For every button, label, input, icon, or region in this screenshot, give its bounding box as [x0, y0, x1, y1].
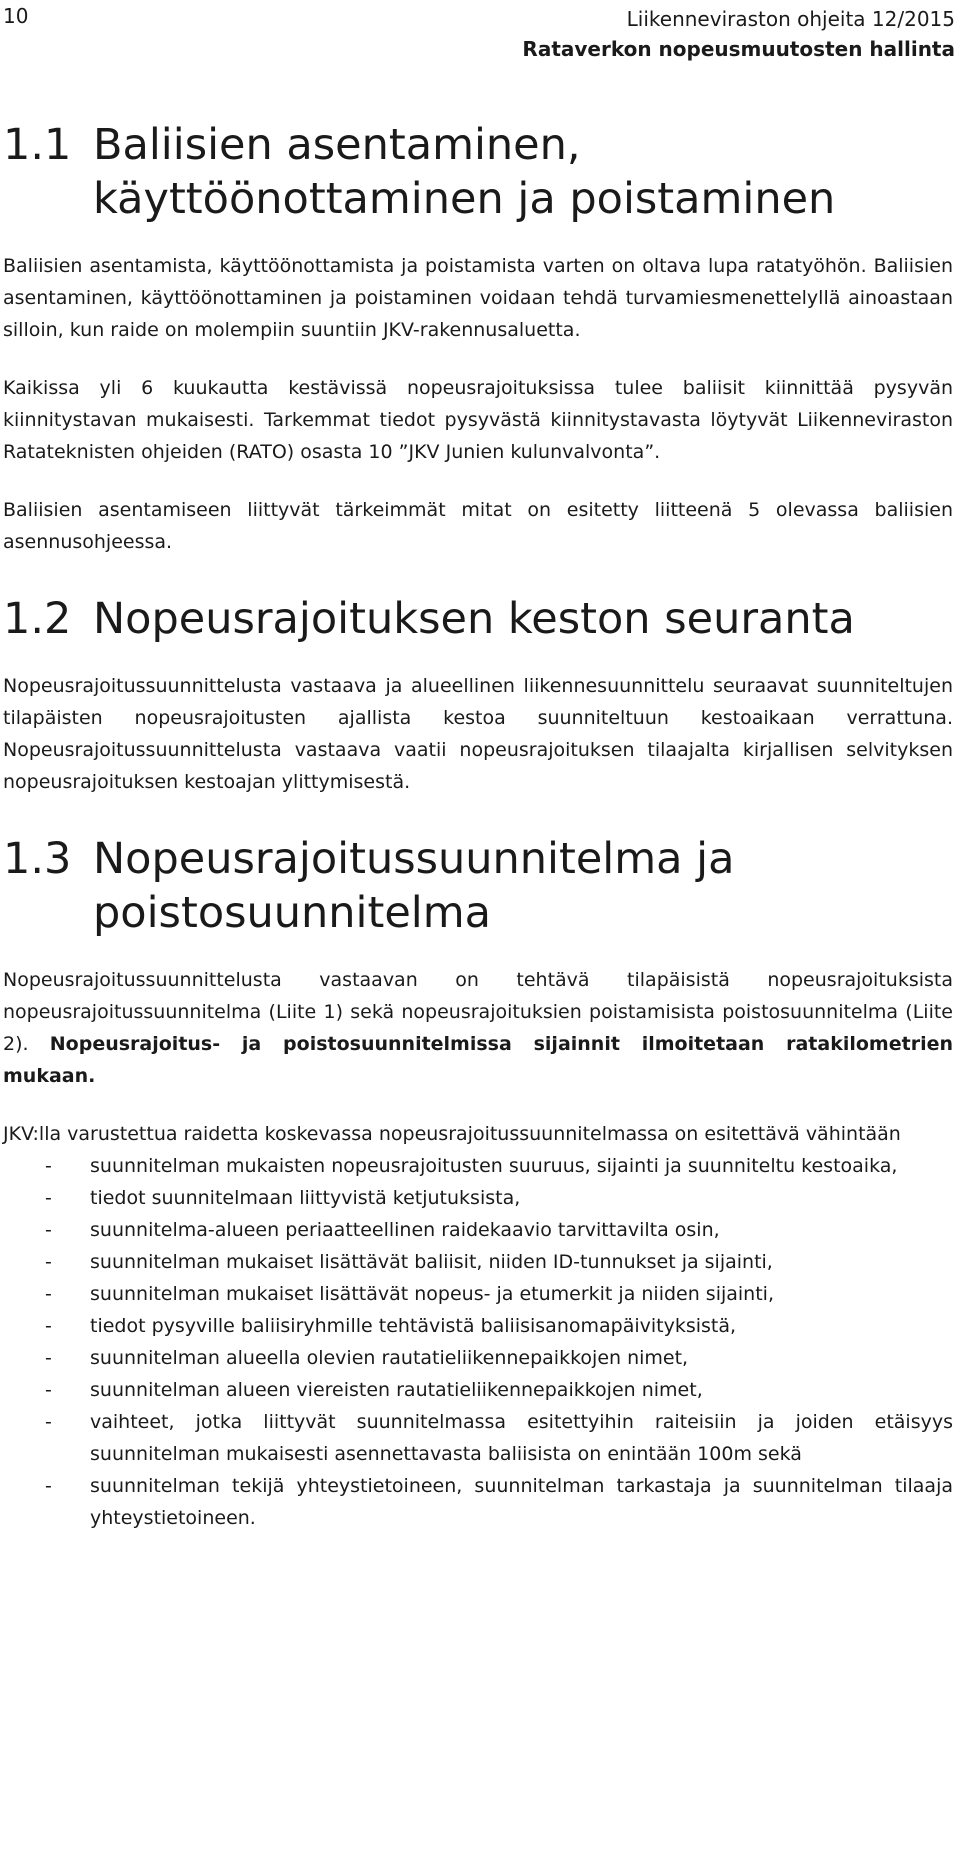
- list-item-text: suunnitelman mukaisten nopeusrajoitusten suuruus, sijainti ja suunniteltu kestoaika,: [90, 1155, 898, 1177]
- page-header: [0, 2, 960, 62]
- section-number: 1.2: [3, 594, 72, 644]
- paragraph: Baliisien asentamiseen liittyvät tärkeimmät mitat on esitetty liitteenä 5 olevassa baliisien asennusohjeessa.: [3, 499, 953, 553]
- list-marker: -: [45, 1347, 52, 1369]
- section-title: Baliisien asentaminen, käyttöönottaminen ja poistaminen: [93, 120, 836, 224]
- list-item-text: suunnitelma-alueen periaatteellinen raidekaavio tarvittavilta osin,: [90, 1219, 720, 1241]
- document-title: Rataverkon nopeusmuutosten hallinta: [522, 37, 955, 61]
- list-item: [3, 1342, 953, 1374]
- header-right: [522, 4, 955, 64]
- publication-title: Liikenneviraston ohjeita 12/2015: [626, 7, 955, 31]
- list-item-text: suunnitelman mukaiset lisättävät nopeus- ja etumerkit ja niiden sijainti,: [90, 1283, 774, 1305]
- section-number: 1.1: [3, 120, 72, 170]
- list-item: [3, 1374, 953, 1406]
- paragraph-bold-text: Nopeusrajoitus- ja poistosuunnitelmissa sijainnit ilmoitetaan ratakilometrien mukaan.: [3, 1033, 953, 1087]
- list-item: [3, 1278, 953, 1310]
- list-item-text: vaihteet, jotka liittyvät suunnitelmassa esitettyihin raiteisiin ja joiden etäisyys suunnitelman mukaisesti asennettavasta baliisista on enintään 100m sekä: [90, 1411, 953, 1465]
- list-marker: -: [45, 1379, 52, 1401]
- list-marker: -: [45, 1315, 52, 1337]
- requirements-list: [3, 1150, 953, 1534]
- list-item-text: suunnitelman alueen viereisten rautatieliikennepaikkojen nimet,: [90, 1379, 703, 1401]
- paragraph: Kaikissa yli 6 kuukautta kestävissä nopeusrajoituksissa tulee baliisit kiinnittää pysyvän kiinnitystavan mukaisesti. Tarkemmat tiedot pysyvästä kiinnitystavasta löytyvät Liikenneviraston Ratateknisten ohjeiden (RATO) osasta 10 ”JKV Junien kulunvalvonta”.: [3, 377, 953, 463]
- section-heading-1-3: [3, 832, 953, 940]
- paragraph: Baliisien asentamista, käyttöönottamista ja poistamista varten on oltava lupa ratatyöhön. Baliisien asentaminen, käyttöönottaminen ja poistaminen voidaan tehdä turvamiesmenettelyllä ainoastaan silloin, kun raide on molempiin suuntiin JKV-rakennusaluetta.: [3, 255, 953, 341]
- list-item: [3, 1182, 953, 1214]
- list-item-text: suunnitelman alueella olevien rautatieliikennepaikkojen nimet,: [90, 1347, 689, 1369]
- list-marker: -: [45, 1475, 52, 1497]
- paragraph: [3, 964, 953, 1092]
- list-item: [3, 1310, 953, 1342]
- section-title: Nopeusrajoitussuunnitelma ja poistosuunnitelma: [93, 834, 735, 938]
- list-item: [3, 1246, 953, 1278]
- paragraph: Nopeusrajoitussuunnittelusta vastaava ja alueellinen liikennesuunnittelu seuraavat suunniteltujen tilapäisten nopeusrajoitusten ajallista kestoa suunniteltuun kestoaikaan verrattuna. Nopeusrajoitussuunnittelusta vastaava vaatii nopeusrajoituksen tilaajalta kirjallisen selvityksen nopeusrajoituksen kestoajan ylittymisestä.: [3, 675, 953, 793]
- list-marker: -: [45, 1283, 52, 1305]
- list-item-text: suunnitelman tekijä yhteystietoineen, suunnitelman tarkastaja ja suunnitelman tilaaja yhteystietoineen.: [90, 1475, 953, 1529]
- section-title: Nopeusrajoituksen keston seuranta: [93, 594, 855, 644]
- list-item: [3, 1470, 953, 1534]
- list-marker: -: [45, 1155, 52, 1177]
- list-item: [3, 1150, 953, 1182]
- section-heading-1-1: [3, 118, 953, 226]
- page-number: 10: [3, 4, 29, 28]
- list-item: [3, 1214, 953, 1246]
- section-number: 1.3: [3, 834, 72, 884]
- list-item: [3, 1406, 953, 1470]
- list-marker: -: [45, 1411, 52, 1433]
- list-item-text: tiedot suunnitelmaan liittyvistä ketjutuksista,: [90, 1187, 521, 1209]
- list-marker: -: [45, 1251, 52, 1273]
- page-content: [3, 118, 953, 1534]
- list-item-text: suunnitelman mukaiset lisättävät baliisit, niiden ID-tunnukset ja sijainti,: [90, 1251, 773, 1273]
- list-item-text: tiedot pysyville baliisiryhmille tehtävistä baliisisanomapäivityksistä,: [90, 1315, 737, 1337]
- list-marker: -: [45, 1187, 52, 1209]
- section-heading-1-2: [3, 592, 953, 646]
- list-intro: JKV:lla varustettua raidetta koskevassa nopeusrajoitussuunnitelmassa on esitettävä vähintään: [3, 1123, 901, 1145]
- paragraph-text: Nopeusrajoitussuunnittelusta vastaavan on tehtävä tilapäisistä nopeusrajoituksista nopeusrajoitussuunnitelma (Liite 1) sekä nopeusrajoituksien poistamisista poistosuunnitelma (Liite 2).: [3, 969, 953, 1055]
- list-marker: -: [45, 1219, 52, 1241]
